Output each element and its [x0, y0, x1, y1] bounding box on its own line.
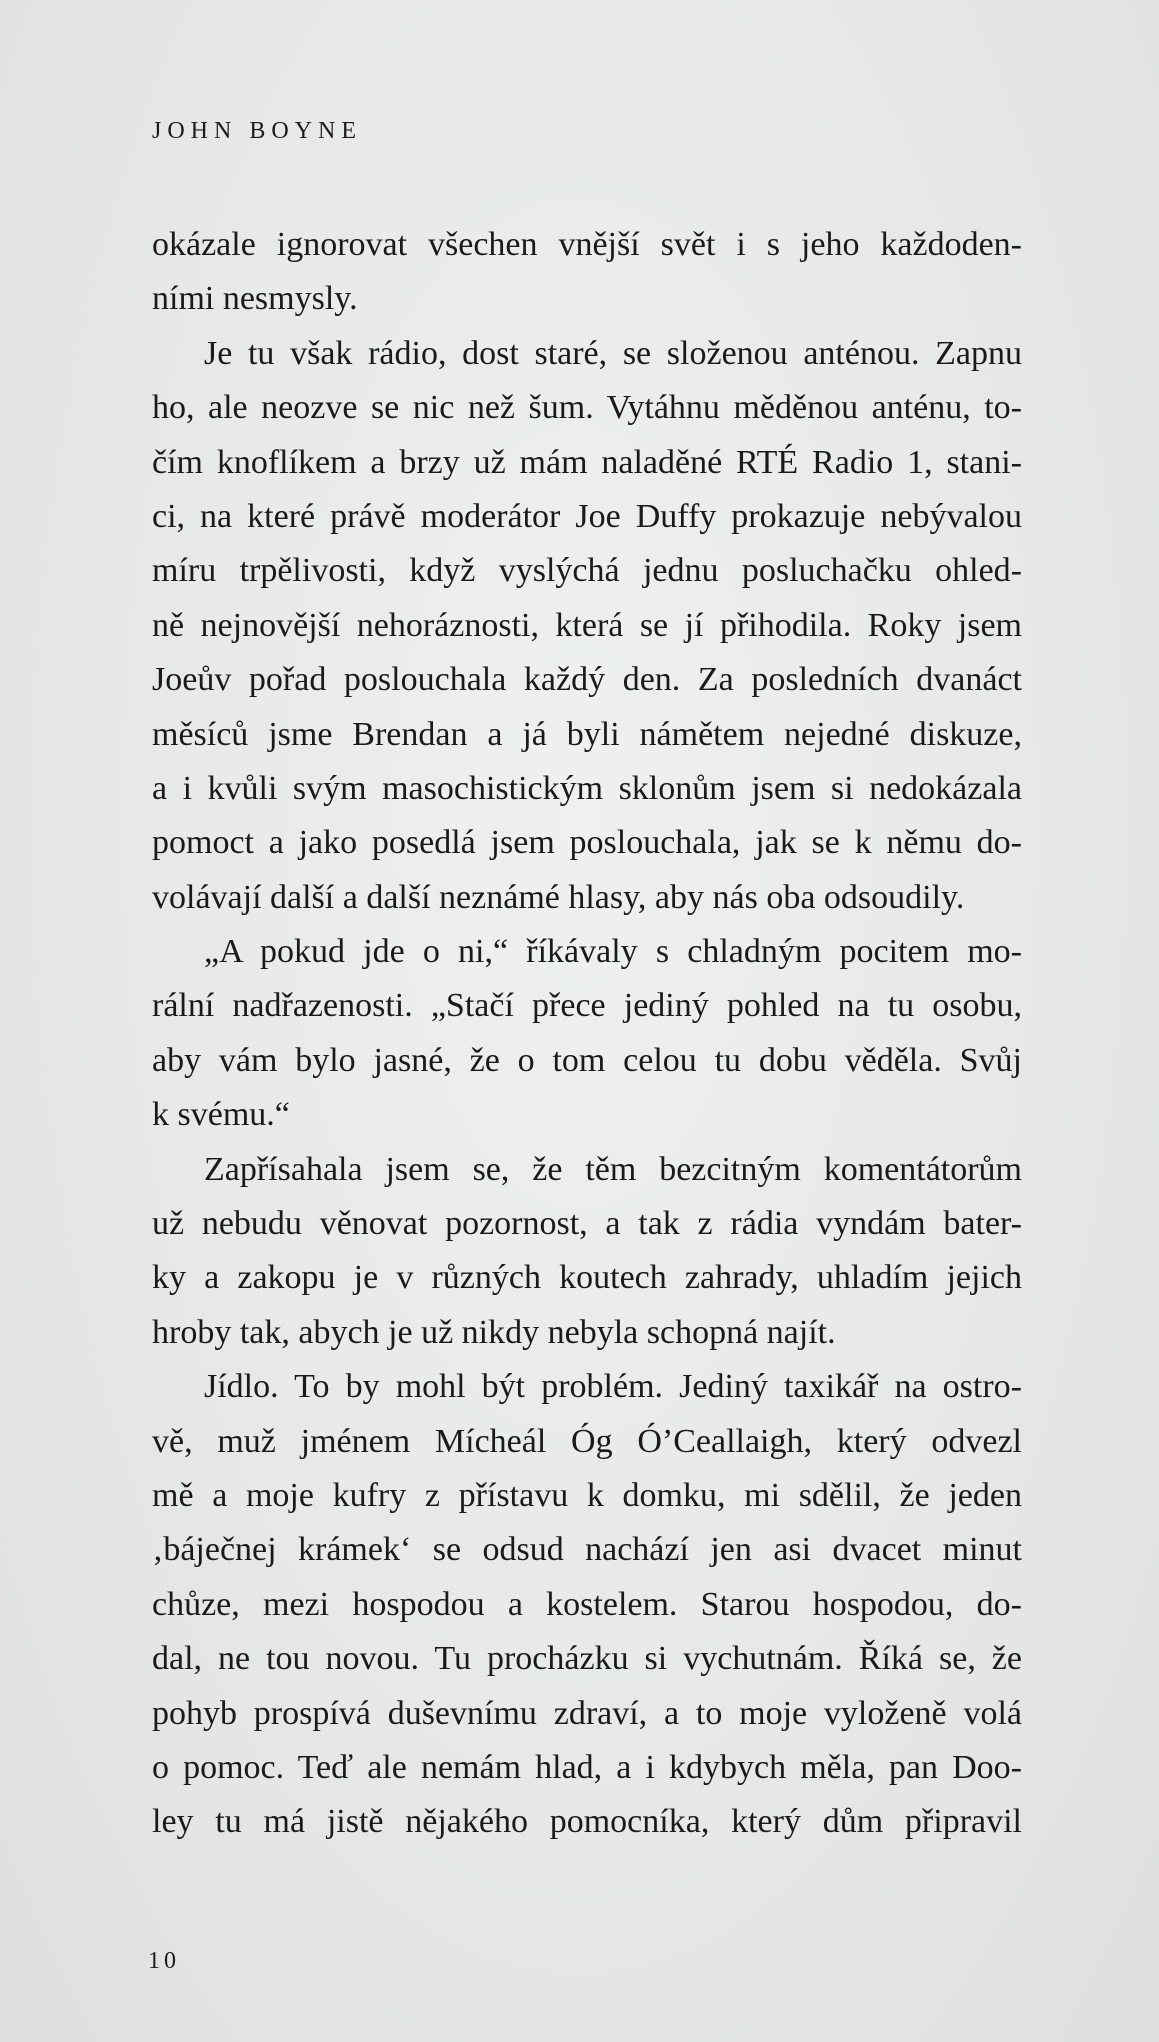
- text-line: Jídlo. To by mohl být problém. Jediný taxikář na ostro-: [204, 1368, 1022, 1406]
- text-line: k svému.“: [152, 1096, 290, 1134]
- text-line: „A pokud jde o ni,“ říkávaly s chladným pocitem mo-: [204, 933, 1022, 971]
- text-line: Joeův pořad poslouchala každý den. Za posledních dvanáct: [152, 661, 1022, 699]
- text-line: volávají další a další neznámé hlasy, aby nás oba odsoudily.: [152, 878, 965, 916]
- text-line: pohyb prospívá duševnímu zdraví, a to moje vyloženě volá: [152, 1694, 1022, 1732]
- text-line: ho, ale neozve se nic než šum. Vytáhnu měděnou anténu, to-: [152, 389, 1022, 427]
- text-line: rální nadřazenosti. „Stačí přece jediný pohled na tu osobu,: [152, 987, 1022, 1025]
- body-text: [152, 218, 1022, 1850]
- text-line: měsíců jsme Brendan a já byli námětem nejedné diskuze,: [152, 715, 1022, 753]
- text-line: pomoct a jako posedlá jsem poslouchala, jak se k němu do-: [152, 824, 1022, 862]
- page-number: 10: [148, 1948, 180, 1974]
- text-line: ními nesmysly.: [152, 280, 358, 318]
- text-line: a i kvůli svým masochistickým sklonům jsem si nedokázala: [152, 769, 1022, 807]
- text-line: mě a moje kufry z přístavu k domku, mi sdělil, že jeden: [152, 1476, 1022, 1514]
- text-line: ci, na které právě moderátor Joe Duffy prokazuje nebývalou: [152, 497, 1022, 535]
- text-line: čím knoflíkem a brzy už mám naladěné RTÉ Radio 1, stani-: [152, 443, 1022, 481]
- text-line: ley tu má jistě nějakého pomocníka, který dům připravil: [152, 1803, 1022, 1841]
- text-line: aby vám bylo jasné, že o tom celou tu dobu věděla. Svůj: [152, 1041, 1022, 1079]
- text-line: ně nejnovější nehoráznosti, která se jí přihodila. Roky jsem: [152, 606, 1022, 644]
- running-head-author: JOHN BOYNE: [152, 118, 362, 144]
- text-line: Je tu však rádio, dost staré, se složenou anténou. Zapnu: [204, 334, 1022, 372]
- text-line: dal, ne tou novou. Tu procházku si vychutnám. Říká se, že: [152, 1640, 1022, 1678]
- text-line: okázale ignorovat všechen vnější svět i s jeho každoden-: [152, 226, 1022, 263]
- text-line: už nebudu věnovat pozornost, a tak z rádia vyndám bater-: [152, 1205, 1022, 1243]
- text-line: vě, muž jménem Mícheál Óg Ó’Ceallaigh, který odvezl: [152, 1422, 1022, 1460]
- text-line: míru trpělivosti, když vyslýchá jednu posluchačku ohled-: [152, 552, 1022, 590]
- text-line: hroby tak, abych je už nikdy nebyla schopná najít.: [152, 1313, 836, 1351]
- text-line: o pomoc. Teď ale nemám hlad, a i kdybych měla, pan Doo-: [152, 1748, 1022, 1786]
- text-line: Zapřísahala jsem se, že těm bezcitným komentátorům: [204, 1150, 1022, 1188]
- text-line: chůze, mezi hospodou a kostelem. Starou hospodou, do-: [152, 1585, 1022, 1623]
- text-line: ‚báječnej krámek‘ se odsud nachází jen asi dvacet minut: [152, 1531, 1022, 1569]
- text-line: ky a zakopu je v různých koutech zahrady, uhladím jejich: [152, 1259, 1022, 1297]
